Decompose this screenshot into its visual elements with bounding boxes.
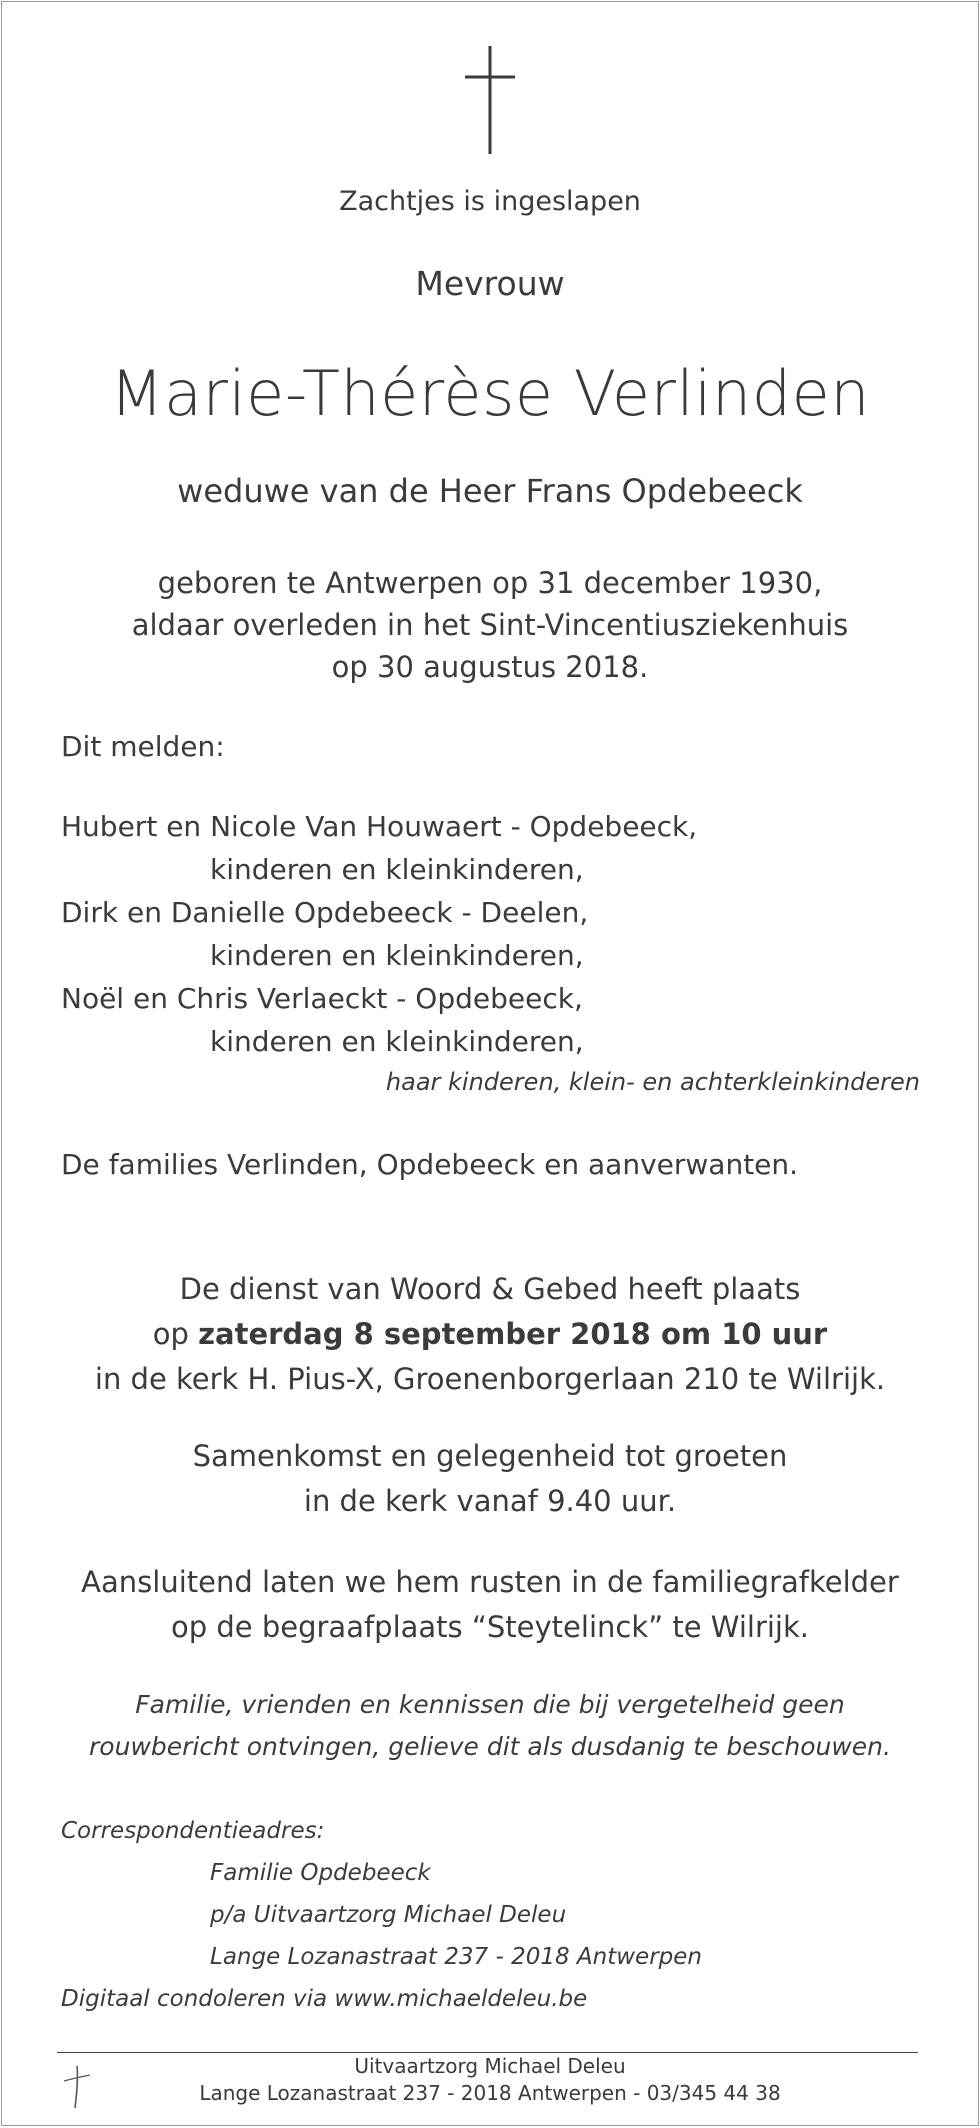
funeral-home-contact: Lange Lozanastraat 237 - 2018 Antwerpen - 03/345 44 38 — [199, 2081, 781, 2105]
correspondence-name: Familie Opdebeeck — [210, 1860, 431, 1886]
descendants-summary: haar kinderen, klein- en achterkleinkinderen — [385, 1068, 920, 1096]
burial-line: Aansluitend laten we hem rusten in de familiegrafkelder — [81, 1565, 899, 1599]
spouse-line: weduwe van de Heer Frans Opdebeeck — [177, 472, 803, 510]
family-descendants: kinderen en kleinkinderen, — [210, 853, 584, 886]
service-date: zaterdag 8 september 2018 om 10 uur — [198, 1317, 828, 1351]
burial-details — [2, 1560, 978, 1650]
family-couple: Noël en Chris Verlaeckt - Opdebeeck, — [61, 982, 583, 1015]
deceased-name: Marie-Thérèse Verlinden — [109, 357, 871, 430]
death-place-line: aldaar overleden in het Sint-Vincentiusziekenhuis — [131, 608, 849, 642]
correspondence-address: Lange Lozanastraat 237 - 2018 Antwerpen — [210, 1944, 702, 1970]
correspondence-care-of: p/a Uitvaartzorg Michael Deleu — [210, 1902, 567, 1928]
service-intro: De dienst van Woord & Gebed heeft plaats — [179, 1272, 801, 1306]
latin-cross-icon — [460, 46, 520, 154]
notice-text — [2, 1684, 978, 1768]
announcement: Zachtjes is ingeslapen — [339, 186, 641, 217]
notice-line: rouwbericht ontvingen, gelieve dit als dusdanig te beschouwen. — [89, 1732, 891, 1761]
service-location: in de kerk H. Pius-X, Groenenborgerlaan 210 te Wilrijk. — [94, 1362, 886, 1396]
birth-line: geboren te Antwerpen op 31 december 1930, — [157, 566, 823, 600]
funeral-home-footer — [2, 2053, 978, 2107]
funeral-home-name: Uitvaartzorg Michael Deleu — [354, 2054, 626, 2078]
gathering-time: in de kerk vanaf 9.40 uur. — [303, 1484, 677, 1518]
life-dates — [2, 562, 978, 688]
online-condolence-link[interactable]: Digitaal condoleren via www.michaeldeleu.be — [61, 1986, 588, 2012]
family-couple: Dirk en Danielle Opdebeeck - Deelen, — [61, 896, 589, 929]
gathering-line: Samenkomst en gelegenheid tot groeten — [192, 1439, 788, 1473]
service-date-line — [2, 1312, 978, 1357]
notice-line: Familie, vrienden en kennissen die bij vergetelheid geen — [135, 1690, 845, 1719]
relatives-line: De families Verlinden, Opdebeeck en aanverwanten. — [61, 1148, 799, 1181]
family-descendants: kinderen en kleinkinderen, — [210, 1025, 584, 1058]
correspondence-label: Correspondentieadres: — [61, 1818, 325, 1844]
gathering-details — [2, 1434, 978, 1524]
burial-location: op de begraafplaats “Steytelinck” te Wilrijk. — [171, 1610, 809, 1644]
family-couple: Hubert en Nicole Van Houwaert - Opdebeeck, — [61, 810, 698, 843]
family-descendants: kinderen en kleinkinderen, — [210, 939, 584, 972]
service-details — [2, 1267, 978, 1402]
service-date-prefix: op — [152, 1317, 199, 1351]
honorific-title: Mevrouw — [415, 264, 565, 303]
announcers-intro: Dit melden: — [61, 730, 225, 763]
death-date-line: op 30 augustus 2018. — [331, 650, 649, 684]
obituary-card — [1, 1, 979, 2126]
